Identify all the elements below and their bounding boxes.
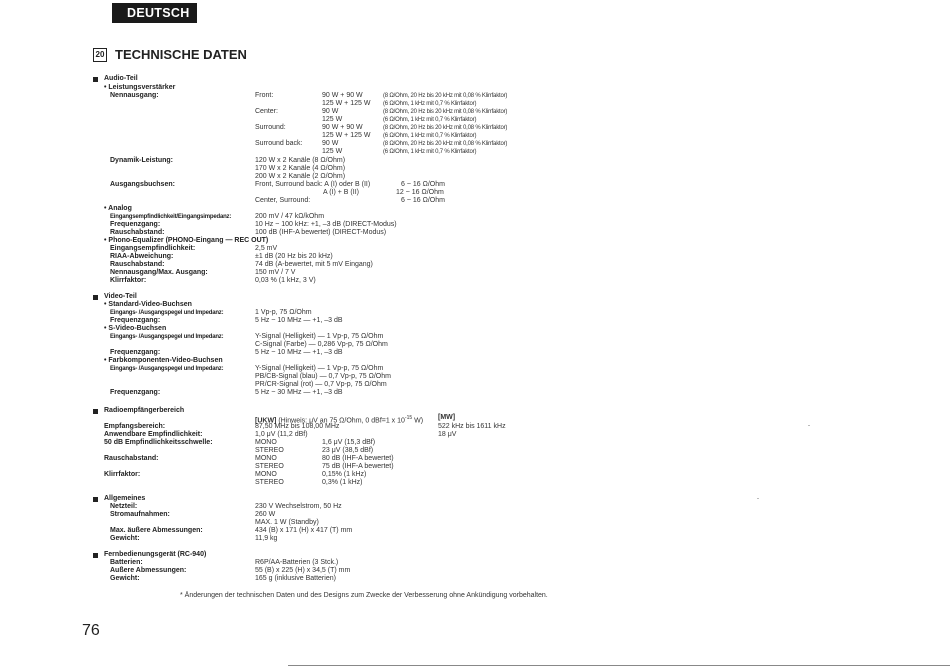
s-video-heading: • S-Video-Buchsen	[104, 325, 167, 332]
speck	[808, 425, 810, 426]
nenn-row-2-power: 90 W	[322, 108, 339, 115]
tuner-row-4-label: Rauschabstand:	[104, 455, 159, 462]
speck	[757, 498, 759, 499]
nenn-row-4-ch: Surround:	[255, 124, 286, 131]
bullet-tuner	[93, 409, 98, 414]
analog-heading: • Analog	[104, 205, 132, 212]
phono-row-1-value: ±1 dB (20 Hz bis 20 kHz)	[255, 253, 333, 260]
bullet-general	[93, 497, 98, 502]
nennausgang-label: Nennausgang:	[110, 92, 159, 99]
tuner-row-6-value: 0,15% (1 kHz)	[322, 471, 367, 478]
nenn-row-0-power: 90 W + 90 W	[322, 92, 363, 99]
s-row-1-value: C-Signal (Farbe) — 0,286 Vp-p, 75 Ω/Ohm	[255, 341, 388, 348]
ukw-note-end: W)	[412, 417, 424, 425]
tuner-row-3-mode: STEREO	[255, 447, 284, 454]
s-row-2-value: 5 Hz ~ 10 MHz — +1, –3 dB	[255, 349, 343, 356]
tuner-row-2-mode: MONO	[255, 439, 277, 446]
tuner-row-0-mw: 522 kHz bis 1611 kHz	[438, 423, 506, 430]
phono-row-2-value: 74 dB (A-bewertet, mit 5 mV Eingang)	[255, 261, 373, 268]
general-row-1-label: Stromaufnahmen:	[110, 511, 170, 518]
s-row-2-label: Frequenzgang:	[110, 349, 161, 356]
comp-row-3-value: 5 Hz ~ 30 MHz — +1, –3 dB	[255, 389, 343, 396]
remote-row-2-value: 165 g (inklusive Batterien)	[255, 575, 336, 582]
phono-row-1-label: RIAA-Abweichung:	[110, 253, 174, 260]
nenn-row-4-power: 90 W + 90 W	[322, 124, 363, 131]
tuner-row-5-value: 75 dB (IHF-A bewertet)	[322, 463, 394, 470]
dynamik-row-2: 200 W x 2 Kanäle (2 Ω/Ohm)	[255, 173, 346, 180]
nenn-row-6-ch: Surround back:	[255, 140, 303, 147]
nenn-row-1-power: 125 W + 125 W	[322, 100, 371, 107]
std-row-1-value: 5 Hz ~ 10 MHz — +1, –3 dB	[255, 317, 343, 324]
tuner-row-6-label: Klirrfaktor:	[104, 471, 141, 478]
general-row-0-label: Netzteil:	[110, 503, 138, 510]
ukw-label: [UKW]	[255, 417, 277, 425]
dynamik-row-1: 170 W x 2 Kanäle (4 Ω/Ohm)	[255, 165, 346, 172]
tuner-row-1-mw: 18 μV	[438, 431, 457, 438]
std-row-0-label: Eingangs- /Ausgangspegel und Impedanz:	[110, 310, 224, 316]
nenn-row-7-power: 125 W	[322, 148, 343, 155]
nenn-row-6-cond: (8 Ω/Ohm, 20 Hz bis 20 kHz mit 0,08 % Klirrfaktor)	[383, 141, 508, 147]
tuner-row-5-mode: STEREO	[255, 463, 284, 470]
dynamik-label: Dynamik-Leistung:	[110, 157, 174, 164]
tuner-row-1-ukw: 1,0 μV (11,2 dBf)	[255, 431, 308, 438]
std-video-heading: • Standard-Video-Buchsen	[104, 301, 192, 308]
buchsen-row-0-imp: 6 ~ 16 Ω/Ohm	[401, 181, 445, 188]
phono-row-2-label: Rauschabstand:	[110, 261, 165, 268]
tuner-row-2-value: 1,6 μV (15,3 dBf)	[322, 439, 376, 446]
tuner-row-6-mode: MONO	[255, 471, 277, 478]
nenn-row-2-ch: Center:	[255, 108, 278, 115]
nenn-row-5-power: 125 W + 125 W	[322, 132, 371, 139]
phono-row-3-value: 150 mV / 7 V	[255, 269, 296, 276]
tuner-row-4-mode: MONO	[255, 455, 277, 462]
comp-row-2-value: PR/CR-Signal (rot) — 0,7 Vp-p, 75 Ω/Ohm	[255, 381, 387, 388]
general-row-2-value: MAX. 1 W (Standby)	[255, 519, 319, 526]
remote-heading: Fernbedienungsgerät (RC-940)	[104, 551, 207, 558]
remote-row-1-value: 55 (B) x 225 (H) x 34,5 (T) mm	[255, 567, 351, 574]
buchsen-row-2-desc: Center, Surround:	[255, 197, 311, 204]
general-heading: Allgemeines	[104, 495, 146, 502]
tuner-row-0-ukw: 87,50 MHz bis 108,00 MHz	[255, 423, 340, 430]
analog-row-1-label: Frequenzgang:	[110, 221, 161, 228]
nenn-row-1-cond: (6 Ω/Ohm, 1 kHz mit 0,7 % Klirrfaktor)	[383, 101, 477, 107]
analog-row-2-label: Rauschabstand:	[110, 229, 165, 236]
nenn-row-7-cond: (6 Ω/Ohm, 1 kHz mit 0,7 % Klirrfaktor)	[383, 149, 477, 155]
analog-row-0-label: Eingangsempfindlichkeit/Eingangsimpedanz:	[110, 214, 232, 220]
phono-row-4-value: 0,03 % (1 kHz, 3 V)	[255, 277, 316, 284]
general-row-4-value: 11,9 kg	[255, 535, 278, 542]
tuner-row-3-value: 23 μV (38,5 dBf)	[322, 447, 374, 454]
phono-row-4-label: Klirrfaktor:	[110, 277, 147, 284]
tuner-row-2-label: 50 dB Empfindlichkeitsschwelle:	[104, 439, 213, 446]
buchsen-label: Ausgangsbuchsen:	[110, 181, 175, 188]
phono-row-3-label: Nennausgang/Max. Ausgang:	[110, 269, 208, 276]
ukw-exponent: -15	[404, 415, 413, 421]
bullet-audio	[93, 77, 98, 82]
nenn-row-0-ch: Front:	[255, 92, 274, 99]
analog-row-0-value: 200 mV / 47 kΩ/kOhm	[255, 213, 325, 220]
analog-row-2-value: 100 dB (IHF-A bewertet) (DIRECT-Modus)	[255, 229, 387, 236]
nenn-row-3-power: 125 W	[322, 116, 343, 123]
s-row-0-value: Y-Signal (Helligkeit) — 1 Vp-p, 75 Ω/Ohm	[255, 333, 384, 340]
mw-label: [MW]	[438, 414, 456, 421]
footnote: * Änderungen der technischen Daten und des Designs zum Zwecke der Verbesserung ohne Ankündigung vorbehalten.	[180, 592, 548, 599]
remote-row-1-label: Außere Abmessungen:	[110, 567, 187, 574]
nenn-row-6-power: 90 W	[322, 140, 339, 147]
tuner-row-0-label: Empfangsbereich:	[104, 423, 166, 430]
general-row-3-value: 434 (B) x 171 (H) x 417 (T) mm	[255, 527, 353, 534]
remote-row-0-value: R6P/AA-Batterien (3 Stck.)	[255, 559, 339, 566]
std-row-1-label: Frequenzgang:	[110, 317, 161, 324]
buchsen-row-2-imp: 6 ~ 16 Ω/Ohm	[401, 197, 445, 204]
buchsen-row-0-desc: Front, Surround back: A (I) oder B (II)	[255, 181, 371, 188]
comp-row-0-label: Eingangs- /Ausgangspegel und Impedanz:	[110, 366, 224, 372]
buchsen-row-1-imp: 12 ~ 16 Ω/Ohm	[396, 189, 444, 196]
general-row-1-value: 260 W	[255, 511, 276, 518]
comp-video-heading: • Farbkomponenten-Video-Buchsen	[104, 357, 223, 364]
s-row-0-label: Eingangs- /Ausgangspegel und Impedanz:	[110, 334, 224, 340]
tuner-row-4-value: 80 dB (IHF-A bewertet)	[322, 455, 394, 462]
std-row-0-value: 1 Vp-p, 75 Ω/Ohm	[255, 309, 312, 316]
remote-row-2-label: Gewicht:	[110, 575, 140, 582]
audio-heading: Audio-Teil	[104, 75, 138, 82]
bullet-remote	[93, 553, 98, 558]
general-row-3-label: Max. äußere Abmessungen:	[110, 527, 203, 534]
buchsen-row-1-desc: A (I) + B (II)	[323, 189, 359, 196]
nenn-row-5-cond: (6 Ω/Ohm, 1 kHz mit 0,7 % Klirrfaktor)	[383, 133, 477, 139]
general-row-0-value: 230 V Wechselstrom, 50 Hz	[255, 503, 342, 510]
nenn-row-0-cond: (8 Ω/Ohm, 20 Hz bis 20 kHz mit 0,08 % Klirrfaktor)	[383, 93, 508, 99]
phono-row-0-label: Eingangsempfindlichkeit:	[110, 245, 196, 252]
nenn-row-3-cond: (6 Ω/Ohm, 1 kHz mit 0,7 % Klirrfaktor)	[383, 117, 477, 123]
comp-row-1-value: PB/CB-Signal (blau) — 0,7 Vp-p, 75 Ω/Ohm	[255, 373, 391, 380]
general-row-4-label: Gewicht:	[110, 535, 140, 542]
tuner-heading: Radioempfängerbereich	[104, 407, 185, 414]
nenn-row-4-cond: (8 Ω/Ohm, 20 Hz bis 20 kHz mit 0,08 % Klirrfaktor)	[383, 125, 508, 131]
comp-row-3-label: Frequenzgang:	[110, 389, 161, 396]
ukw-note-text: (Hinweis: μV an 75 Ω/Ohm, 0 dBf=1 x 10	[278, 417, 405, 425]
analog-row-1-value: 10 Hz ~ 100 kHz: +1, –3 dB (DIRECT-Modus)	[255, 221, 397, 228]
nenn-row-2-cond: (8 Ω/Ohm, 20 Hz bis 20 kHz mit 0,08 % Klirrfaktor)	[383, 109, 508, 115]
section-number: 20	[93, 48, 107, 62]
dynamik-row-0: 120 W x 2 Kanäle (8 Ω/Ohm)	[255, 157, 346, 164]
bottom-rule	[288, 665, 950, 666]
tuner-row-7-value: 0,3% (1 kHz)	[322, 479, 363, 486]
section-title: TECHNISCHE DATEN	[115, 47, 247, 62]
comp-row-0-value: Y-Signal (Helligkeit) — 1 Vp-p, 75 Ω/Ohm	[255, 365, 384, 372]
phono-heading: • Phono-Equalizer (PHONO-Eingang — REC OUT)	[104, 237, 269, 244]
amp-heading: • Leistungsverstärker	[104, 84, 176, 91]
tuner-row-7-mode: STEREO	[255, 479, 284, 486]
tuner-row-1-label: Anwendbare Empfindlichkeit:	[104, 431, 203, 438]
remote-row-0-label: Batterien:	[110, 559, 143, 566]
video-heading: Video-Teil	[104, 293, 137, 300]
page-number: 76	[82, 622, 100, 639]
language-tab: DEUTSCH	[112, 3, 197, 23]
bullet-video	[93, 295, 98, 300]
phono-row-0-value: 2,5 mV	[255, 245, 278, 252]
